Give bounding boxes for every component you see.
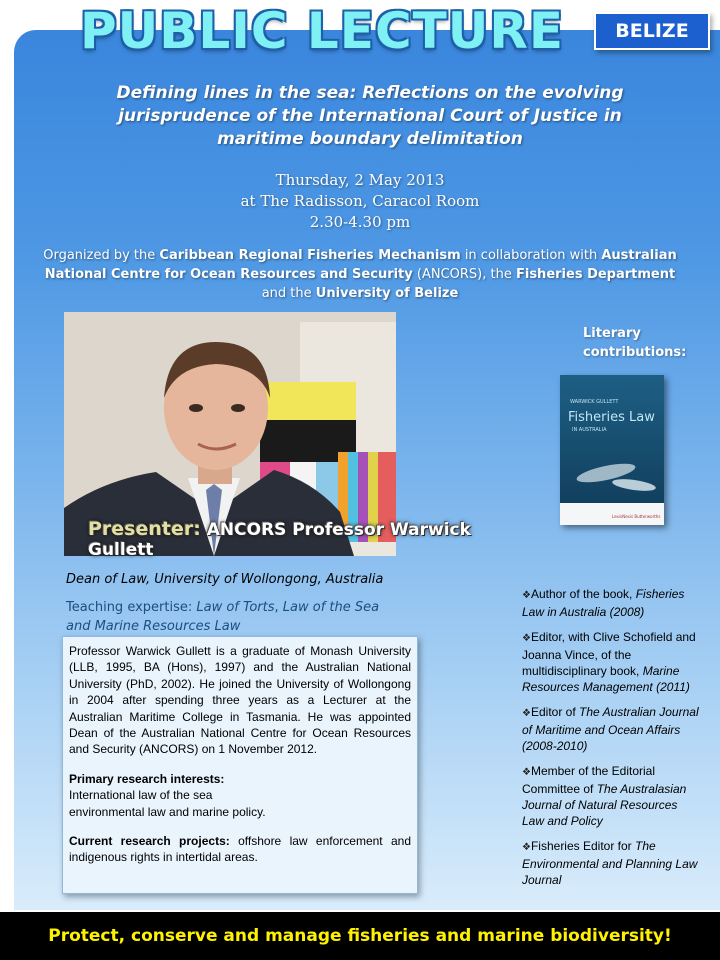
bullet-icon: ❖ — [522, 633, 531, 644]
organizer-fisheries-dept: Fisheries Department — [515, 267, 676, 282]
list-item — [522, 838, 700, 888]
item-text: Editor, with Clive Schofield and Joanna Vince, of the multidisciplinary book, — [522, 630, 696, 678]
item-text: Author of the book, — [530, 587, 636, 601]
lecture-venue: at The Radisson, Caracol Room — [240, 192, 480, 210]
lecture-time: 2.30-4.30 pm — [309, 213, 411, 231]
list-item — [522, 629, 700, 695]
list-item — [522, 704, 700, 754]
organizers-text — [30, 246, 690, 303]
list-item — [522, 586, 700, 620]
item-title: The Environmental and Planning Law Journal — [522, 839, 698, 887]
organizer-ancors-1: Australian — [601, 248, 677, 263]
organizer-crfm: Caribbean Regional Fisheries Mechanism — [159, 248, 461, 263]
interests-label: Primary research interests: — [69, 771, 225, 786]
literary-heading — [583, 324, 693, 362]
organizer-ancors-2: National Centre for Ocean Resources and Security — [44, 267, 413, 282]
bio-summary: Professor Warwick Gullett is a graduate of Monash University (LLB, 1995, BA (Hons), 1997) and the Australian National University (PhD, 2002). He joined the University of Wollongong in 2004 after spending three years as a Lecturer at the Australian Maritime College in Tasmania. He was appointed Dean of the Australian National Centre for Ocean Resources and Security (ANCORS) on 1 November 2012. — [69, 644, 411, 757]
lecture-subtitle — [80, 82, 660, 151]
subtitle-line: maritime boundary delimitation — [217, 129, 523, 149]
teaching-separator: , — [274, 600, 283, 615]
bullet-icon: ❖ — [522, 590, 531, 601]
teaching-subject: and Marine Resources Law — [66, 619, 241, 634]
item-text: Editor of — [530, 705, 579, 719]
teaching-subject: Law of the Sea — [282, 600, 380, 615]
item-title: The Australasian Journal of Natural Resources Law and Policy — [522, 782, 687, 828]
bio-box — [62, 636, 418, 894]
book-cover-icon — [560, 375, 664, 525]
item-title: Marine Resources Management (2011) — [522, 664, 690, 694]
book-cover — [560, 375, 664, 525]
subtitle-line: jurisprudence of the International Court of Justice in — [118, 106, 622, 126]
projects-text — [69, 833, 411, 866]
presenter-label: Presenter: — [88, 518, 201, 540]
bullet-icon: ❖ — [522, 767, 531, 778]
literary-heading-line: Literary — [583, 326, 641, 341]
list-item — [522, 763, 700, 829]
teaching-subject: Law of Torts — [196, 600, 275, 615]
organizer-university: University of Belize — [315, 286, 459, 301]
organizers-text-part: (ANCORS), the — [412, 267, 516, 282]
literary-contributions-list — [522, 586, 700, 897]
lecture-details — [160, 170, 560, 233]
subtitle-line: Defining lines in the sea: Reflections on the evolving — [116, 83, 624, 103]
organizers-text-part: in collaboration with — [460, 248, 602, 263]
interest-item: International law of the sea — [69, 788, 213, 803]
interest-item: environmental law and marine policy. — [69, 804, 266, 819]
book-subtitle: IN AUSTRALIA — [572, 427, 607, 433]
teaching-expertise — [66, 598, 426, 636]
book-title: Fisheries Law — [568, 410, 655, 425]
organizers-text-part: and the — [261, 286, 316, 301]
item-title: Fisheries Law in Australia (2008) — [522, 587, 685, 619]
projects-label: Current research projects: — [69, 834, 230, 849]
book-author: WARWICK GULLETT — [570, 399, 619, 405]
presenter-name: ANCORS Professor Warwick Gullett — [88, 520, 471, 560]
literary-heading-line: contributions: — [583, 345, 687, 360]
location-badge: BELIZE — [594, 12, 710, 50]
item-title: The Australian Journal of Maritime and Ocean Affairs (2008-2010) — [522, 705, 699, 753]
footer-slogan: Protect, conserve and manage fisheries and marine biodiversity! — [0, 912, 720, 960]
item-text: Fisheries Editor for — [530, 839, 636, 853]
bullet-icon: ❖ — [522, 842, 531, 853]
teaching-label: Teaching expertise: — [66, 600, 197, 615]
organizers-text-part: Organized by the — [43, 248, 160, 263]
bullet-icon: ❖ — [522, 708, 531, 719]
presenter-caption — [88, 518, 488, 560]
presenter-position: Dean of Law, University of Wollongong, Australia — [66, 572, 384, 587]
page-title: PUBLIC LECTURE — [80, 2, 564, 60]
projects-detail: offshore law enforcement and indigenous rights in intertidal areas. — [69, 834, 411, 865]
lecture-date: Thursday, 2 May 2013 — [275, 171, 445, 189]
item-text: Member of the Editorial Committee of — [522, 764, 656, 796]
book-publisher: LexisNexis Butterworths — [612, 514, 661, 519]
